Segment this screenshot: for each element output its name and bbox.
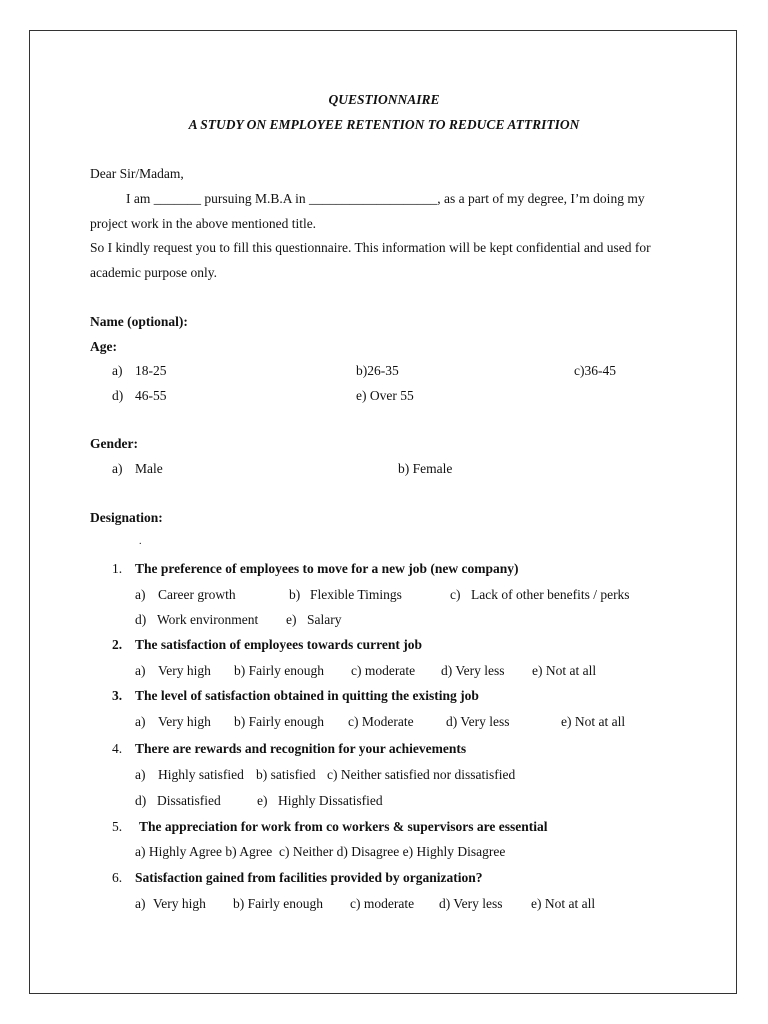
age-option-e[interactable]: e) Over 55 [356, 388, 414, 403]
question-5-text: The appreciation for work from co workers & supervisors are essential [139, 819, 548, 834]
q1-option-mark-d: d) [135, 612, 147, 627]
age-field-label: Age: [90, 339, 117, 354]
q1-option-b[interactable]: Flexible Timings [310, 587, 402, 602]
q1-option-mark-e: e) [286, 612, 297, 627]
q4-option-c[interactable]: c) Neither satisfied nor dissatisfied [327, 767, 516, 782]
letter-line-3: So I kindly request you to fill this questionnaire. This information will be kept confidential and used for [90, 240, 651, 255]
q6-option-d[interactable]: d) Very less [439, 896, 503, 911]
age-option-d[interactable]: 46-55 [135, 388, 167, 403]
gender-option-male[interactable]: Male [135, 461, 163, 476]
q4-option-e[interactable]: Highly Dissatisfied [278, 793, 383, 808]
q4-option-mark-a: a) [135, 767, 146, 782]
q3-option-b[interactable]: b) Fairly enough [234, 714, 324, 729]
q4-option-b[interactable]: b) satisfied [256, 767, 316, 782]
age-option-b[interactable]: b)26-35 [356, 363, 399, 378]
question-3-text: The level of satisfaction obtained in quitting the existing job [135, 688, 479, 703]
q2-option-a[interactable]: Very high [158, 663, 211, 678]
q4-option-d[interactable]: Dissatisfied [157, 793, 221, 808]
name-field-label: Name (optional): [90, 314, 188, 329]
q1-option-mark-b: b) [289, 587, 301, 602]
document-subtitle: A STUDY ON EMPLOYEE RETENTION TO REDUCE ATTRITION [188, 117, 580, 132]
q3-option-d[interactable]: d) Very less [446, 714, 510, 729]
question-1-number: 1. [112, 561, 123, 576]
q6-option-e[interactable]: e) Not at all [531, 896, 596, 911]
age-option-c[interactable]: c)36-45 [574, 363, 616, 378]
q1-option-a[interactable]: Career growth [158, 587, 236, 602]
q1-option-e[interactable]: Salary [307, 612, 342, 627]
q5-options-line[interactable]: a) Highly Agree b) Agree c) Neither d) Disagree e) Highly Disagree [135, 844, 506, 859]
q1-option-mark-a: a) [135, 587, 146, 602]
q3-option-c[interactable]: c) Moderate [348, 714, 414, 729]
question-4-text: There are rewards and recognition for your achievements [135, 741, 467, 756]
letter-line-2: project work in the above mentioned title. [90, 216, 317, 231]
q6-option-mark-a: a) [135, 896, 146, 911]
age-option-mark-a: a) [112, 363, 123, 378]
gender-field-label: Gender: [90, 436, 138, 451]
q1-option-mark-c: c) [450, 587, 461, 602]
salutation: Dear Sir/Madam, [90, 166, 184, 181]
q2-option-d[interactable]: d) Very less [441, 663, 505, 678]
q2-option-c[interactable]: c) moderate [351, 663, 416, 678]
question-6-number: 6. [112, 870, 123, 885]
stray-mark: . [139, 536, 142, 547]
letter-line-4: academic purpose only. [90, 265, 217, 280]
question-2-number: 2. [112, 637, 123, 652]
q4-option-mark-d: d) [135, 793, 147, 808]
q3-option-e[interactable]: e) Not at all [561, 714, 626, 729]
question-3-number: 3. [112, 688, 123, 703]
gender-option-mark-a: a) [112, 461, 123, 476]
q1-option-c[interactable]: Lack of other benefits / perks [471, 587, 630, 602]
designation-field-label: Designation: [90, 510, 163, 525]
q4-option-mark-e: e) [257, 793, 268, 808]
document-title: QUESTIONNAIRE [328, 92, 440, 107]
q3-option-a[interactable]: Very high [158, 714, 211, 729]
age-option-a[interactable]: 18-25 [135, 363, 167, 378]
q6-option-c[interactable]: c) moderate [350, 896, 415, 911]
q6-option-a[interactable]: Very high [153, 896, 206, 911]
question-4-number: 4. [112, 741, 123, 756]
question-6-text: Satisfaction gained from facilities provided by organization? [135, 870, 483, 885]
q3-option-mark-a: a) [135, 714, 146, 729]
gender-option-female[interactable]: b) Female [398, 461, 453, 476]
q2-option-e[interactable]: e) Not at all [532, 663, 597, 678]
age-option-mark-d: d) [112, 388, 124, 403]
q6-option-b[interactable]: b) Fairly enough [233, 896, 323, 911]
q1-option-d[interactable]: Work environment [157, 612, 259, 627]
question-1-text: The preference of employees to move for a new job (new company) [135, 561, 519, 576]
q4-option-a[interactable]: Highly satisfied [158, 767, 244, 782]
q2-option-mark-a: a) [135, 663, 146, 678]
question-5-number: 5. [112, 819, 123, 834]
letter-line-1: I am _______ pursuing M.B.A in ___________________, as a part of my degree, I’m doing my [126, 191, 645, 206]
question-2-text: The satisfaction of employees towards current job [135, 637, 422, 652]
q2-option-b[interactable]: b) Fairly enough [234, 663, 324, 678]
